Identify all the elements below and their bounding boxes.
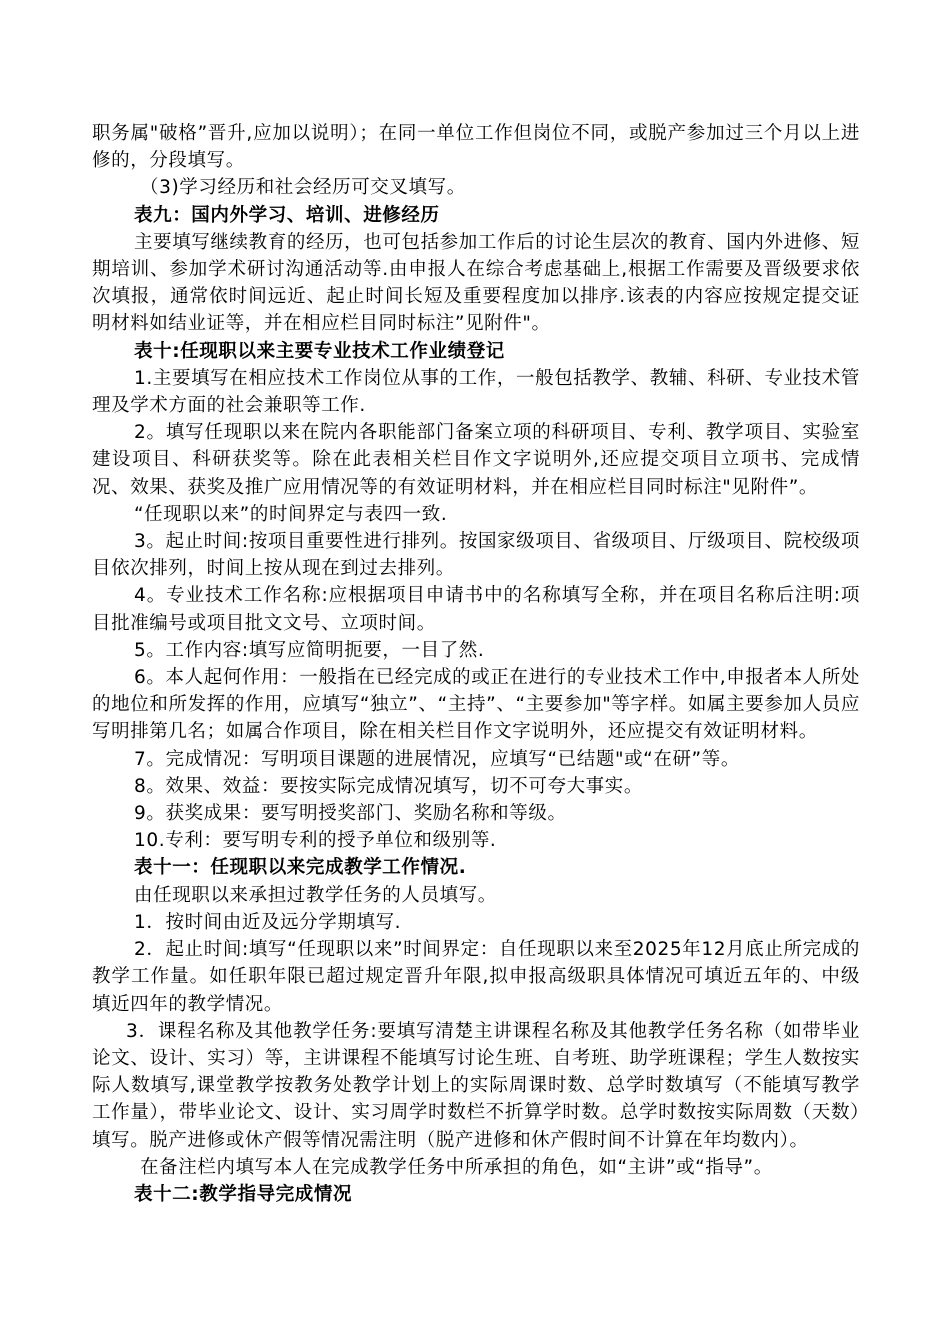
paragraph-table-11-intro: 由任现职以来承担过教学任务的人员填写。 [134, 884, 497, 906]
paragraph-table-10-item-5: 5。工作内容:填写应简明扼要，一目了然. [134, 639, 485, 661]
paragraph-table-10-item-6: 6。本人起何作用：一般指在已经完成的或正在进行的专业技术工作中,申报者本人所处的地位和所发挥的作用，应填写“独立”、“主持”、“主要参加"等字样。如属主要参加人员应写明排第几名；如属合作项目，除在相关栏目作文字说明外，还应提交有效证明材料。 [92, 667, 860, 743]
paragraph-table-10-item-1: 1.主要填写在相应技术工作岗位从事的工作，一般包括教学、教辅、科研、专业技术管理及学术方面的社会兼职等工作. [92, 367, 860, 417]
paragraph-table-10-item-9: 9。获奖成果：要写明授奖部门、奖励名称和等级。 [134, 803, 567, 825]
paragraph-table-10-item-2: 2。填写任现职以来在院内各职能部门备案立项的科研项目、专利、教学项目、实验室建设项目、科研获奖等。除在此表相关栏目作文字说明外,还应提交项目立项书、完成情况、效果、获奖及推广应用情况等的有效证明材料，并在相应栏目同时标注"见附件”。 [92, 422, 860, 498]
section-heading-table-12: 表十二:教学指导完成情况 [134, 1183, 353, 1205]
paragraph-item-3: （3)学习经历和社会经历可交叉填写。 [140, 177, 466, 199]
paragraph-table-10-note: “任现职以来”的时间界定与表四一致. [134, 503, 448, 525]
section-heading-table-10: 表十:任现职以来主要专业技术工作业绩登记 [134, 340, 505, 362]
paragraph-table-11-item-1: 1．按时间由近及远分学期填写. [134, 911, 402, 933]
paragraph-table-10-item-10: 10.专利：要写明专利的授予单位和级别等. [134, 830, 497, 852]
paragraph-table-10-item-3: 3。起止时间:按项目重要性进行排列。按国家级项目、省级项目、厅级项目、院校级项目依次排列，时间上按从现在到过去排列。 [92, 531, 860, 580]
paragraph-intro: 职务属"破格”晋升,应加以说明）；在同一单位工作但岗位不同，或脱产参加过三个月以上进修的，分段填写。 [92, 123, 860, 172]
paragraph-table-10-item-4: 4。专业技术工作名称:应根据项目申请书中的名称填写全称，并在项目名称后注明:项目批准编号或项目批文文号、立项时间。 [92, 585, 860, 634]
section-heading-table-11: 表十一：任现职以来完成教学工作情况. [134, 857, 467, 879]
paragraph-table-10-item-7: 7。完成情况：写明项目课题的进展情况，应填写“已结题"或“在研”等。 [134, 748, 740, 770]
paragraph-table-11-item-3: 3．课程名称及其他教学任务:要填写清楚主讲课程名称及其他教学任务名称（如带毕业论文、设计、实习）等，主讲课程不能填写讨论生班、自考班、助学班课程；学生人数按实际人数填写,课堂教学按教务处教学计划上的实际周课时数、总学时数填写（不能填写教学工作量），带毕业论文、设计、实习周学时数栏不折算学时数。总学时数按实际周数（天数）填写。脱产进修或休产假等情况需注明（脱产进修和休产假时间不计算在年均数内）。 [92, 1020, 860, 1151]
paragraph-table-11-remarks: 在备注栏内填写本人在完成教学任务中所承担的角色，如“主讲”或“指导”。 [140, 1156, 773, 1178]
paragraph-table-9-body: 主要填写继续教育的经历，也可包括参加工作后的讨论生层次的教育、国内外进修、短期培训、参加学术研讨沟通活动等.由申报人在综合考虑基础上,根据工作需要及晋级要求依次填报，通常依时间远近、起止时间长短及重要程度加以排序.该表的内容应按规定提交证明材料如结业证等，并在相应栏目同时标注”见附件"。 [92, 231, 860, 335]
section-heading-table-9: 表九：国内外学习、培训、进修经历 [134, 204, 440, 226]
paragraph-table-11-item-2: 2．起止时间:填写“任现职以来”时间界定：自任现职以来至2025年12月底止所完成的教学工作量。如任职年限已超过规定晋升年限,拟申报高级职具体情况可填近五年的、中级填近四年的教学情况。 [92, 939, 860, 1015]
paragraph-table-10-item-8: 8。效果、效益：要按实际完成情况填写，切不可夸大事实。 [134, 775, 643, 797]
document-page [92, 120, 860, 1208]
